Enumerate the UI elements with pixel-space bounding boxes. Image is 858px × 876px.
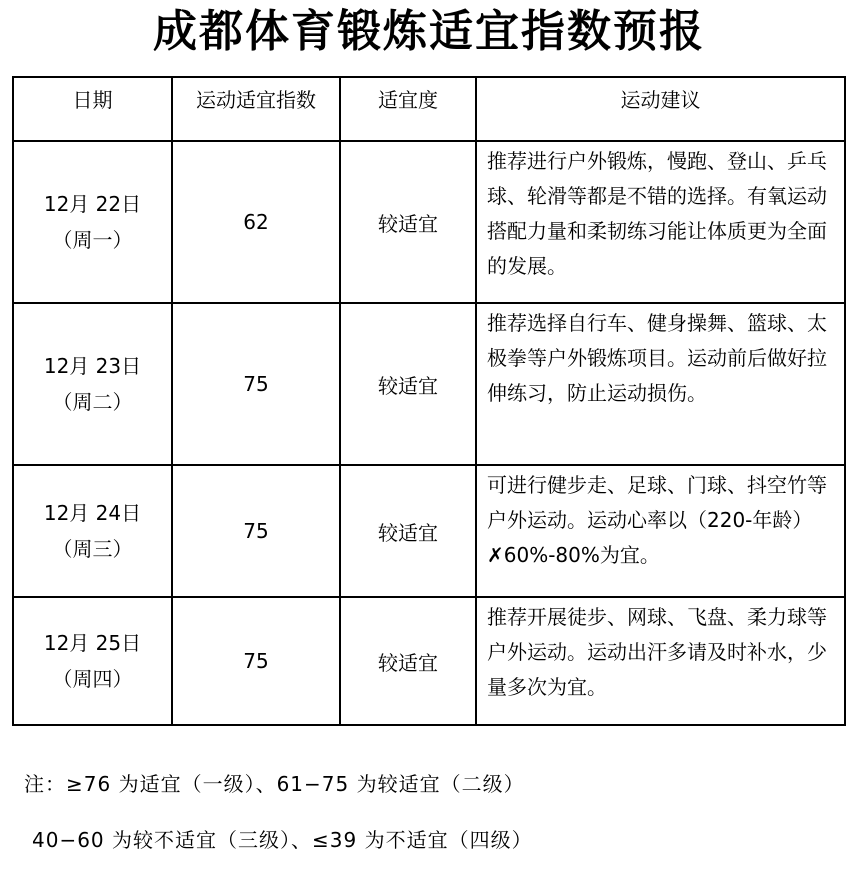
advice-cell: 推荐进行户外锻炼，慢跑、登山、乒乓球、轮滑等都是不错的选择。有氧运动搭配力量和柔韧练习能让体质更为全面的发展。 bbox=[476, 141, 845, 303]
header-advice: 运动建议 bbox=[476, 77, 845, 141]
date-text: 12月 23日 bbox=[43, 354, 142, 378]
index-cell: 75 bbox=[172, 303, 340, 465]
date-text: 12月 24日 bbox=[43, 501, 142, 525]
level-cell: 较适宜 bbox=[340, 303, 476, 465]
date-text: 12月 25日 bbox=[43, 631, 142, 655]
index-cell: 75 bbox=[172, 597, 340, 725]
note-line-1: 注：≥76 为适宜（一级）、61−75 为较适宜（二级） bbox=[24, 772, 525, 796]
table-row bbox=[13, 597, 845, 725]
advice-cell: 推荐选择自行车、健身操舞、篮球、太极拳等户外锻炼项目。运动前后做好拉伸练习，防止运动损伤。 bbox=[476, 303, 845, 465]
header-index: 运动适宜指数 bbox=[172, 77, 340, 141]
note-line-2: 40−60 为较不适宜（三级）、≤39 为不适宜（四级） bbox=[32, 828, 533, 852]
header-level: 适宜度 bbox=[340, 77, 476, 141]
table-row bbox=[13, 303, 845, 465]
level-cell: 较适宜 bbox=[340, 465, 476, 597]
date-text: 12月 22日 bbox=[43, 192, 142, 216]
date-cell bbox=[13, 597, 172, 725]
table-header-row bbox=[13, 77, 845, 141]
date-cell bbox=[13, 303, 172, 465]
header-date: 日期 bbox=[13, 77, 172, 141]
date-cell bbox=[13, 465, 172, 597]
page-title: 成都体育锻炼适宜指数预报 bbox=[153, 6, 705, 57]
weekday-text: （周一） bbox=[52, 228, 133, 252]
level-cell: 较适宜 bbox=[340, 141, 476, 303]
index-cell: 62 bbox=[172, 141, 340, 303]
advice-cell: 可进行健步走、足球、门球、抖空竹等户外运动。运动心率以（220-年龄）✗60%-80%为宜。 bbox=[476, 465, 845, 597]
date-cell bbox=[13, 141, 172, 303]
table-row bbox=[13, 465, 845, 597]
weekday-text: （周二） bbox=[52, 390, 133, 414]
weekday-text: （周三） bbox=[52, 537, 133, 561]
advice-cell: 推荐开展徒步、网球、飞盘、柔力球等户外运动。运动出汗多请及时补水，少量多次为宜。 bbox=[476, 597, 845, 725]
level-cell: 较适宜 bbox=[340, 597, 476, 725]
weekday-text: （周四） bbox=[52, 667, 133, 691]
index-cell: 75 bbox=[172, 465, 340, 597]
table-row bbox=[13, 141, 845, 303]
forecast-table bbox=[12, 76, 846, 726]
